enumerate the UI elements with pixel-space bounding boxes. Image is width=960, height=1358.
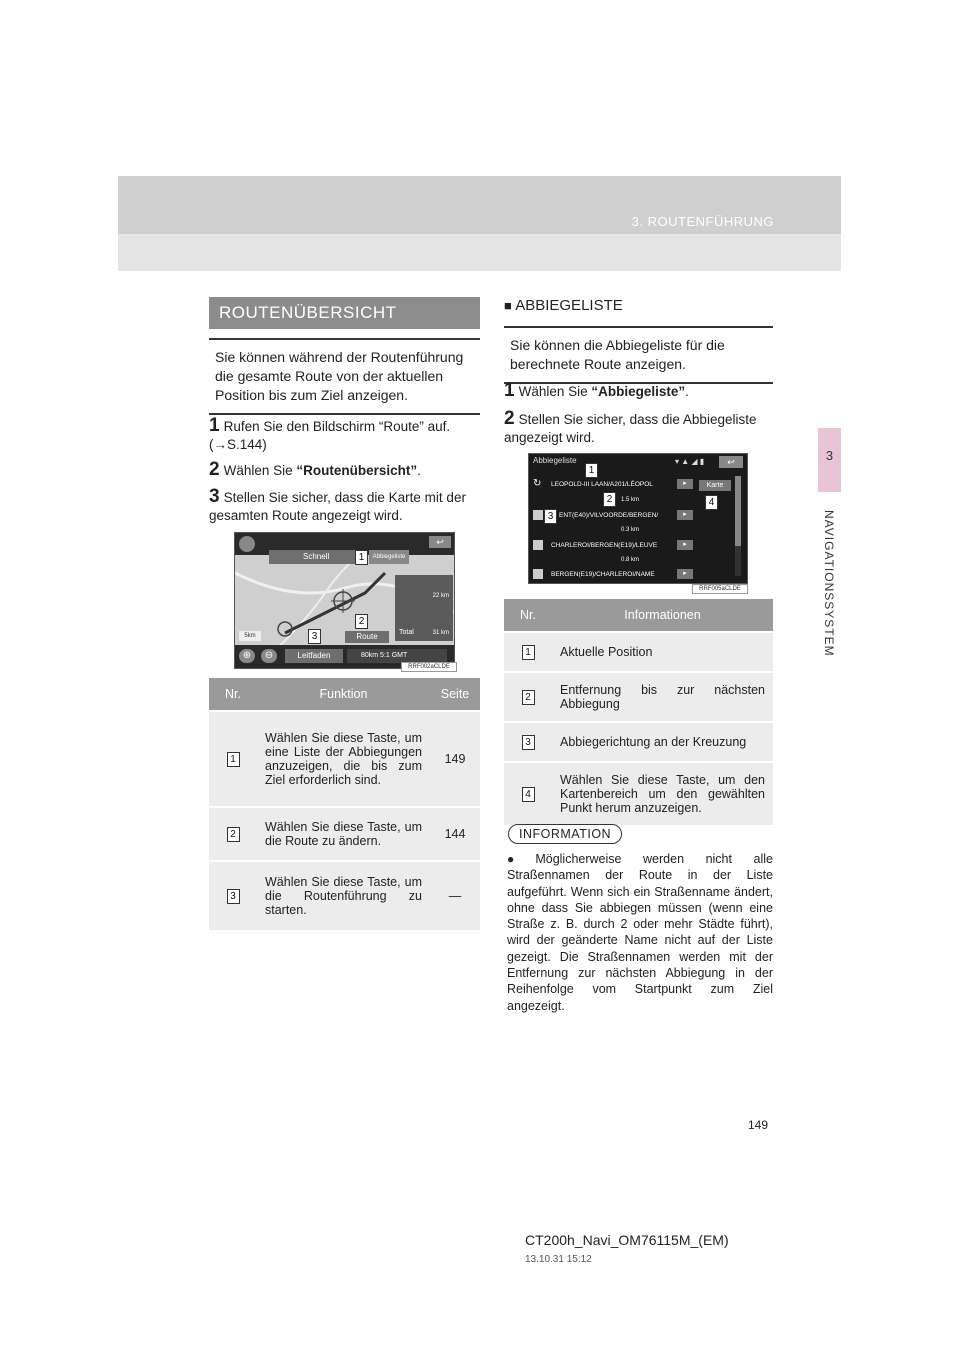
step-text-post: . <box>417 463 421 478</box>
callout-badge-4: 4 <box>705 495 718 510</box>
chapter-title: 3. ROUTENFÜHRUNG <box>631 214 774 229</box>
karte-button[interactable]: Karte <box>699 480 731 491</box>
row-badge: 2 <box>522 690 535 705</box>
table-header-row <box>209 678 480 711</box>
row-nr <box>504 672 552 722</box>
callout-badge-2: 2 <box>355 614 368 629</box>
page-number: 149 <box>748 1118 769 1132</box>
row-badge: 1 <box>227 752 240 767</box>
row-badge: 3 <box>522 735 535 750</box>
step-text: Stellen Sie sicher, dass die Karte mit der gesamten Route angezeigt wird. <box>209 490 466 523</box>
status-bar: 80km 5:1 GMT <box>347 649 447 663</box>
turn-icon <box>533 510 543 520</box>
row-info: Aktuelle Position <box>552 632 773 672</box>
row-nr <box>209 807 257 861</box>
information-body: Möglicherweise werden nicht alle Straßennamen der Route in der Liste aufgeführt. Wenn sich ein Straßenname ändert, ohne dass Sie abbiegen müssen (wenn eine Straße z. B. durch 2 oder mehr Städte führt), wird der geänderte Name nicht auf der Liste gezeigt. Die Straßennamen werden mit der Entfernung zur nächsten Abbiegung in der Reihenfolge vom Startpunkt zum Ziel angezeigt. <box>507 852 773 1013</box>
step-1-right <box>504 382 774 401</box>
turn-name-3: CHARLEROI/BERGEN(E19)/LEUVE <box>551 542 658 549</box>
step-number: 2 <box>504 408 515 429</box>
row-badge: 3 <box>227 889 240 904</box>
row-badge: 2 <box>227 827 240 842</box>
zoom-out-icon[interactable]: ⊖ <box>261 649 277 663</box>
intro-box-right: Sie können die Abbiegeliste für die berechnete Route anzeigen. <box>504 326 773 384</box>
step-number: 1 <box>209 415 220 436</box>
leitfaden-button[interactable]: Leitfaden <box>285 649 343 663</box>
document-date: 13.10.31 15:12 <box>525 1254 592 1265</box>
row-funktion: Wählen Sie diese Taste, um eine Liste der Abbiegungen anzuzeigen, die bis zum Ziel erforderlich sind. <box>257 711 430 807</box>
total-label: Total <box>399 629 414 636</box>
step-1-left <box>209 417 480 454</box>
back-icon[interactable]: ↩ <box>429 536 451 548</box>
screenshot-route-overview <box>234 532 455 669</box>
step-2-left <box>209 461 480 480</box>
distance-1: 22 km <box>432 593 449 599</box>
intro-box-left: Sie können während der Routenführung die gesamte Route von der aktuellen Position bis zum Ziel anzeigen. <box>209 338 480 415</box>
row-nr <box>504 762 552 825</box>
map-point-button[interactable]: ▸ <box>677 569 693 579</box>
row-seite: 144 <box>430 807 480 861</box>
callout-badge-1: 1 <box>585 463 598 478</box>
information-table <box>504 599 773 825</box>
callout-badge-3: 3 <box>544 509 557 524</box>
row-seite: 149 <box>430 711 480 807</box>
table-row <box>209 711 480 807</box>
row-info: Wählen Sie diese Taste, um den Kartenbereich um den gewählten Punkt herum anzuzeigen. <box>552 762 773 825</box>
chapter-label: NAVIGATIONSSYSTEM <box>822 510 836 657</box>
table-row <box>209 807 480 861</box>
table-row <box>504 722 773 762</box>
step-2-right <box>504 410 774 447</box>
section-title-text: ABBIEGELISTE <box>515 297 623 314</box>
turn-list-title: Abbiegeliste <box>533 456 577 465</box>
scrollbar-thumb[interactable] <box>735 476 741 546</box>
step-number: 2 <box>209 459 220 480</box>
turn-dist-3: 0.8 km <box>621 557 640 563</box>
bullet-icon: ● <box>507 852 533 866</box>
turn-dist-1: 1.5 km <box>621 497 640 503</box>
step-number: 3 <box>209 486 220 507</box>
step-text: Rufen Sie den Bildschirm “Route” auf. (→S.144) <box>209 419 451 452</box>
abbiegeliste-button[interactable]: Abbiegeliste <box>369 550 409 564</box>
section-title-routenuebersicht: ROUTENÜBERSICHT <box>209 297 480 329</box>
information-text <box>507 851 773 1014</box>
scrollbar[interactable] <box>735 476 741 576</box>
step-3-left <box>209 488 480 525</box>
step-text: Stellen Sie sicher, dass die Abbiegeliste angezeigt wird. <box>504 412 757 445</box>
map-point-button[interactable]: ▸ <box>677 479 693 489</box>
scale-label: 5km <box>239 631 261 641</box>
information-label: INFORMATION <box>508 824 622 844</box>
back-icon[interactable]: ↩ <box>719 456 743 468</box>
turn-icon: ↻ <box>533 478 542 489</box>
map-point-button[interactable]: ▸ <box>677 540 693 550</box>
step-text-bold: “Routenübersicht” <box>296 463 418 478</box>
column-header-informationen: Informationen <box>552 599 773 632</box>
row-nr <box>209 711 257 807</box>
turn-name-2: ENT(E40)/VILVOORDE/BERGEN/ <box>559 512 659 519</box>
column-header-nr: Nr. <box>504 599 552 632</box>
document-id: CT200h_Navi_OM76115M_(EM) <box>525 1232 729 1248</box>
step-text-pre: Wählen Sie <box>518 384 592 399</box>
route-button[interactable]: Route <box>345 631 389 643</box>
row-info: Entfernung bis zur nächsten Abbiegung <box>552 672 773 722</box>
row-badge: 1 <box>522 645 535 660</box>
function-table <box>209 678 480 930</box>
row-info: Abbiegerichtung an der Kreuzung <box>552 722 773 762</box>
section-title-abbiegeliste <box>504 297 623 314</box>
table-row <box>504 632 773 672</box>
map-point-button[interactable]: ▸ <box>677 510 693 520</box>
image-code-right: RRF005aCLDE <box>692 584 748 594</box>
callout-badge-2: 2 <box>603 492 616 507</box>
table-header-row <box>504 599 773 632</box>
callout-badge-3: 3 <box>308 629 321 644</box>
column-header-nr: Nr. <box>209 678 257 711</box>
turn-name-1: LEOPOLD-III LAAN/A201/LÉOPOL <box>551 481 653 488</box>
chapter-number: 3 <box>825 448 834 463</box>
turn-dist-2: 0.3 km <box>621 527 640 533</box>
table-row <box>209 861 480 930</box>
screenshot-turn-list <box>528 453 748 584</box>
zoom-in-icon[interactable]: ⊕ <box>239 649 255 663</box>
step-text-post: . <box>685 384 689 399</box>
square-bullet-icon: ■ <box>504 298 512 313</box>
table-row <box>504 672 773 722</box>
step-text-bold: “Abbiegeliste” <box>591 384 686 399</box>
row-funktion: Wählen Sie diese Taste, um die Route zu ändern. <box>257 807 430 861</box>
row-nr <box>504 722 552 762</box>
row-nr <box>209 861 257 930</box>
compass-icon[interactable] <box>239 536 255 552</box>
row-funktion: Wählen Sie diese Taste, um die Routenführung zu starten. <box>257 861 430 930</box>
schnell-button[interactable]: Schnell <box>269 550 365 564</box>
turn-icon <box>533 569 543 579</box>
image-code-left: RRF002aCLDE <box>401 662 457 672</box>
column-header-funktion: Funktion <box>257 678 430 711</box>
distance-2: 31 km <box>432 630 449 636</box>
row-badge: 4 <box>522 787 535 802</box>
column-header-seite: Seite <box>430 678 480 711</box>
row-nr <box>504 632 552 672</box>
status-icons: ▾ ▲ ◢ ▮ <box>675 457 705 466</box>
table-row <box>504 762 773 825</box>
row-seite: — <box>430 861 480 930</box>
step-text-pre: Wählen Sie <box>223 463 297 478</box>
turn-icon <box>533 540 543 550</box>
step-number: 1 <box>504 380 515 401</box>
callout-badge-1: 1 <box>355 550 368 565</box>
turn-name-4: BERGEN(E19)/CHARLEROI/NAME <box>551 571 655 578</box>
distance-panel <box>395 575 453 641</box>
